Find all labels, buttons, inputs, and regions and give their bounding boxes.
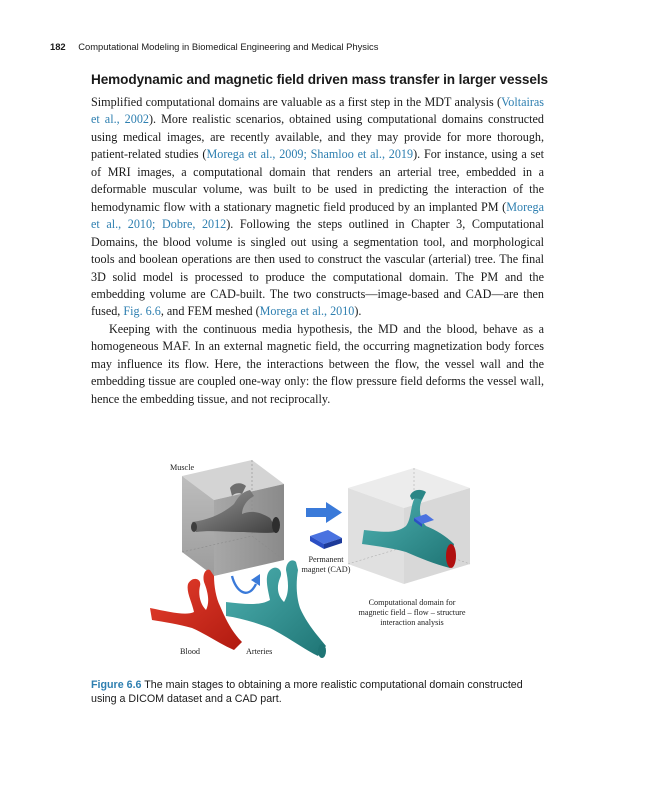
arteries-tree [226, 560, 326, 658]
text-run: ). More realistic scenarios, obtained using computational domains constructed using medical images, are recently available, and they may provide for more thorough, patient-related studies ( [91, 112, 544, 162]
computational-domain-cube [348, 468, 470, 584]
label-domain-line1: Computational domain for [368, 598, 456, 607]
section-heading: Hemodynamic and magnetic field driven mass transfer in larger vessels [91, 72, 548, 87]
body-text [91, 94, 544, 408]
citation-link[interactable]: Morega et al., 2010 [259, 304, 355, 319]
paragraph-1 [91, 94, 544, 321]
figure-6-6 [130, 452, 490, 664]
label-arteries: Arteries [246, 647, 273, 656]
citation-link[interactable]: Voltairas et al., 2002 [91, 95, 544, 127]
permanent-magnet [310, 530, 342, 549]
citation-link[interactable]: Morega et al., 2010; Dobre, 2012 [91, 199, 544, 232]
paragraph-2: Keeping with the continuous media hypothesis, the MD and the blood, behave as a homogeneous MAF. In an external magnetic field, the occurring magnetization body forces may influence its flow. Here, the interactions between the flow, the vessel wall and the embedding tissue are coupled one-way only: the flow pressure field deforms the vessel wall, hence the embedding tissue, and not reciprocally. [91, 321, 544, 406]
figure-link[interactable]: Fig. 6.6 [123, 304, 161, 319]
label-magnet-line1: Permanent [308, 555, 344, 564]
figure-illustration [130, 452, 490, 664]
curved-process-arrow [232, 574, 260, 593]
running-head [50, 41, 378, 52]
label-muscle: Muscle [170, 463, 195, 472]
text-run: ). [354, 304, 362, 319]
text-run: Simplified computational domains are valuable as a first step in the MDT analysis ( [91, 95, 502, 109]
text-run: ). For instance, using a set of MRI images, a computational domain that renders an arterial tree, embedded in a deformable muscular volume, was built to be used in predicting the interaction of the hemodynamic flow with a stationary magnetic field produced by an implanted PM ( [91, 147, 544, 214]
process-arrow-right [306, 502, 342, 523]
text-run: ). Following the steps outlined in Chapter 3, Computational Domains, the blood volume is singled out using a segmentation tool, and morphological tools and boolean operations are then used to construct the vascular (arterial) tree. The final 3D solid model is processed to produce the computational domain. The PM and the embedding volume are CAD-built. The two constructs—image-based and CAD—are then fused, [91, 217, 545, 319]
caption-label: Figure 6.6 [91, 679, 142, 691]
figure-caption [91, 678, 549, 706]
citation-link[interactable]: Morega et al., 2009; Shamloo et al., 2019 [206, 147, 414, 162]
label-magnet-line2: magnet (CAD) [301, 565, 351, 574]
book-title: Computational Modeling in Biomedical Engineering and Medical Physics [78, 41, 379, 52]
label-domain-line3: interaction analysis [380, 618, 444, 627]
caption-text: The main stages to obtaining a more realistic computational domain constructed using a DICOM dataset and a CAD part. [91, 679, 523, 705]
text-run: , and FEM meshed ( [160, 304, 260, 319]
page-number: 182 [50, 41, 66, 52]
label-blood: Blood [180, 647, 201, 656]
muscle-cube [182, 460, 284, 576]
label-domain-line2: magnetic field – flow – structure [358, 608, 466, 617]
